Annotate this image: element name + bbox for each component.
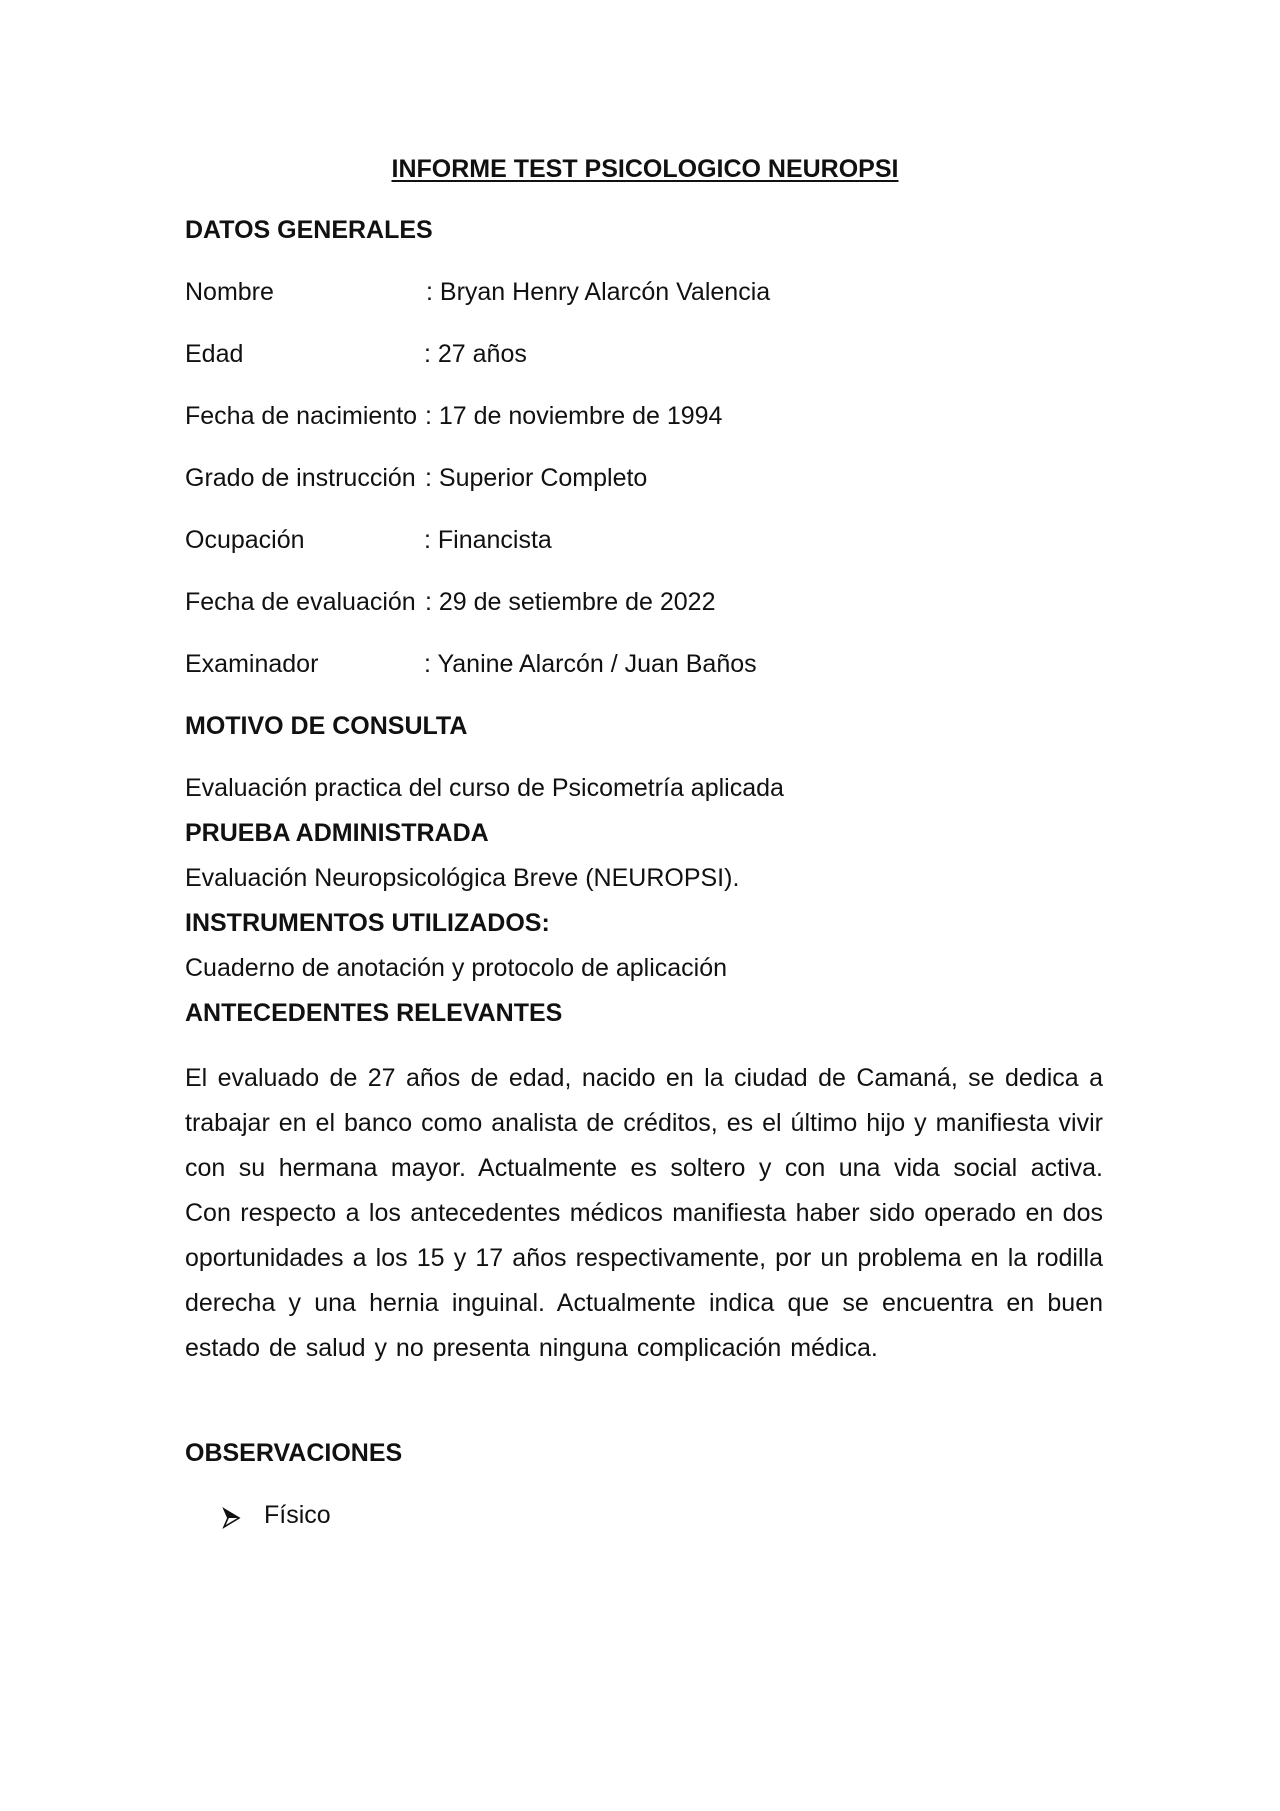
heading-motivo-consulta: MOTIVO DE CONSULTA [185,712,468,740]
instrumentos-text: Cuaderno de anotación y protocolo de aplicación [185,954,728,982]
field-value-examinador: : Yanine Alarcón / Juan Baños [424,650,757,678]
field-label-ocupacion: Ocupación [185,526,305,554]
arrowhead-bullet-icon [222,1504,242,1526]
field-value-fecha-evaluacion: : 29 de setiembre de 2022 [425,588,716,616]
motivo-consulta-text: Evaluación practica del curso de Psicometría aplicada [185,774,784,802]
heading-instrumentos: INSTRUMENTOS UTILIZADOS: [185,909,550,937]
prueba-administrada-text: Evaluación Neuropsicológica Breve (NEUROPSI). [185,864,740,892]
document-title: INFORME TEST PSICOLOGICO NEUROPSI [391,155,899,183]
heading-datos-generales: DATOS GENERALES [185,216,433,244]
field-value-edad: : 27 años [424,340,527,368]
field-label-fecha-evaluacion: Fecha de evaluación [185,588,416,616]
field-label-edad: Edad [185,340,244,368]
observaciones-bullet-label: Físico [264,1501,331,1529]
field-value-nombre: : Bryan Henry Alarcón Valencia [426,278,771,306]
antecedentes-paragraph: El evaluado de 27 años de edad, nacido en la ciudad de Camaná, se dedica a trabajar en el banco como analista de créditos, es el último hijo y manifiesta vivir con su hermana mayor. Actualmente es soltero y con una vida social activa. Con respecto a los antecedentes médicos manifiesta haber sido operado en dos oportunidades a los 15 y 17 años respectivamente, por un problema en la rodilla derecha y una hernia inguinal. Actualmente indica que se encuentra en buen estado de salud y no presenta ninguna complicación médica. [185,1064,1103,1362]
field-label-grado-instruccion: Grado de instrucción [185,464,416,492]
observaciones-bullet-item [222,1498,331,1532]
heading-prueba-administrada: PRUEBA ADMINISTRADA [185,819,489,847]
heading-antecedentes: ANTECEDENTES RELEVANTES [185,999,563,1027]
field-label-fecha-nacimiento: Fecha de nacimiento [185,402,418,430]
field-label-examinador: Examinador [185,650,319,678]
field-label-nombre: Nombre [185,278,274,306]
field-value-grado-instruccion: : Superior Completo [425,464,648,492]
field-value-ocupacion: : Financista [424,526,552,554]
heading-observaciones: OBSERVACIONES [185,1439,403,1467]
field-value-fecha-nacimiento: : 17 de noviembre de 1994 [425,402,723,430]
